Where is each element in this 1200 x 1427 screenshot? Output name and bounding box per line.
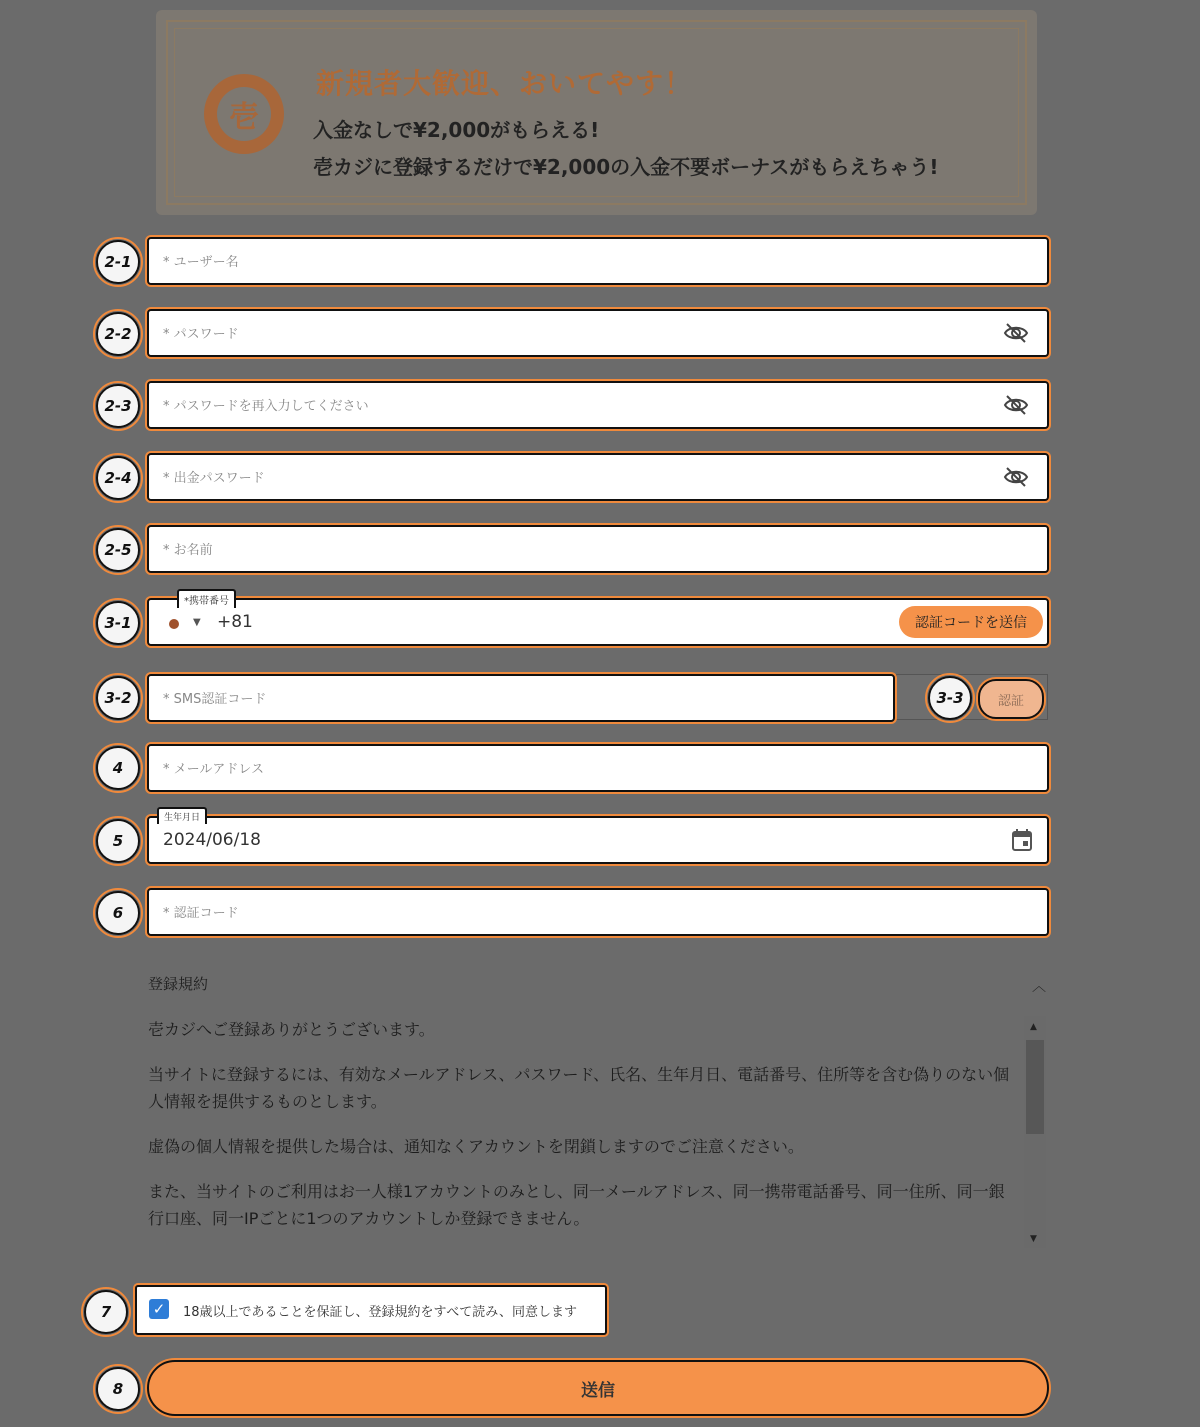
step-badge-6: 6	[96, 891, 140, 935]
country-flag-icon[interactable]	[169, 619, 179, 629]
brand-logo-char: 壱	[217, 87, 271, 141]
step-badge-2-1: 2-1	[96, 240, 140, 284]
checkmark-icon[interactable]: ✓	[149, 1299, 169, 1319]
terms-title: 登録規約	[148, 975, 209, 993]
birthday-label: 生年月日	[157, 807, 207, 824]
calendar-icon[interactable]	[1011, 828, 1033, 852]
sms-code-placeholder: * SMS認証コード	[163, 692, 267, 707]
banner-headline: 新規者大歓迎、おいてやす！	[316, 67, 694, 100]
sms-code-field[interactable]	[147, 674, 895, 722]
password-confirm-field[interactable]	[147, 381, 1049, 429]
birthday-field[interactable]	[147, 813, 1049, 864]
email-field[interactable]	[147, 744, 1049, 792]
step-badge-8: 8	[96, 1367, 140, 1411]
phone-prefix: +81	[217, 612, 253, 632]
step-badge-2-3: 2-3	[96, 384, 140, 428]
step-badge-4: 4	[96, 746, 140, 790]
verify-button[interactable]: 認証	[978, 679, 1044, 719]
caret-down-icon[interactable]: ▼	[193, 617, 201, 628]
step-badge-3-3: 3-3	[928, 676, 972, 720]
agree-terms-box[interactable]	[135, 1285, 607, 1335]
username-field[interactable]	[147, 237, 1049, 285]
withdraw-password-field[interactable]	[147, 453, 1049, 501]
phone-label: *携帯番号	[177, 589, 236, 608]
phone-field[interactable]	[147, 598, 1049, 646]
step-badge-3-2: 3-2	[96, 676, 140, 720]
send-code-button[interactable]: 認証コードを送信	[899, 606, 1043, 638]
welcome-banner	[156, 10, 1037, 215]
chevron-up-icon[interactable]: ︿	[1032, 979, 1046, 995]
birthday-value: 2024/06/18	[163, 830, 261, 850]
scrollbar-thumb[interactable]	[1026, 1040, 1044, 1134]
agree-terms-label: 18歳以上であることを保証し、登録規約をすべて読み、同意します	[183, 1305, 578, 1320]
brand-logo-icon	[204, 74, 284, 154]
email-placeholder: * メールアドレス	[163, 762, 264, 777]
step-badge-2-5: 2-5	[96, 528, 140, 572]
terms-paragraph: 虚偽の個人情報を提供した場合は、通知なくアカウントを閉鎖しますのでご注意ください。	[148, 1137, 804, 1156]
terms-scrollbar[interactable]	[1024, 1016, 1046, 1248]
submit-button[interactable]: 送信	[147, 1360, 1049, 1416]
scroll-up-arrow-icon[interactable]: ▲	[1030, 1022, 1037, 1032]
banner-line-1: 入金なしで¥2,000がもらえる!	[313, 118, 600, 142]
terms-paragraph: 当サイトに登録するには、有効なメールアドレス、パスワード、氏名、生年月日、電話番号、住所等を含む偽りのない個人情報を提供するものとします。	[148, 1065, 1010, 1111]
auth-code-placeholder: * 認証コード	[163, 906, 239, 921]
terms-content	[148, 1016, 1020, 1250]
eye-off-icon[interactable]	[1003, 321, 1029, 345]
scroll-down-arrow-icon[interactable]: ▼	[1030, 1234, 1037, 1244]
username-placeholder: * ユーザー名	[163, 255, 239, 270]
step-badge-2-2: 2-2	[96, 312, 140, 356]
password-field[interactable]	[147, 309, 1049, 357]
terms-paragraph: 壱カジへご登録ありがとうございます。	[148, 1020, 435, 1039]
step-badge-2-4: 2-4	[96, 456, 140, 500]
name-field[interactable]	[147, 525, 1049, 573]
terms-paragraph: また、当サイトのご利用はお一人様1アカウントのみとし、同一メールアドレス、同一携帯電話番号、同一住所、同一銀行口座、同一IPごとに1つのアカウントしか登録できません。	[148, 1182, 1005, 1228]
eye-off-icon[interactable]	[1003, 393, 1029, 417]
password-placeholder: * パスワード	[163, 327, 239, 342]
auth-code-field[interactable]	[147, 888, 1049, 936]
name-placeholder: * お名前	[163, 543, 213, 558]
step-badge-7: 7	[84, 1290, 128, 1334]
step-badge-3-1: 3-1	[96, 601, 140, 645]
password-confirm-placeholder: * パスワードを再入力してください	[163, 399, 369, 414]
banner-line-2: 壱カジに登録するだけで¥2,000の入金不要ボーナスがもらえちゃう!	[313, 155, 939, 179]
withdraw-password-placeholder: * 出金パスワード	[163, 471, 265, 486]
eye-off-icon[interactable]	[1003, 465, 1029, 489]
step-badge-5: 5	[96, 819, 140, 863]
